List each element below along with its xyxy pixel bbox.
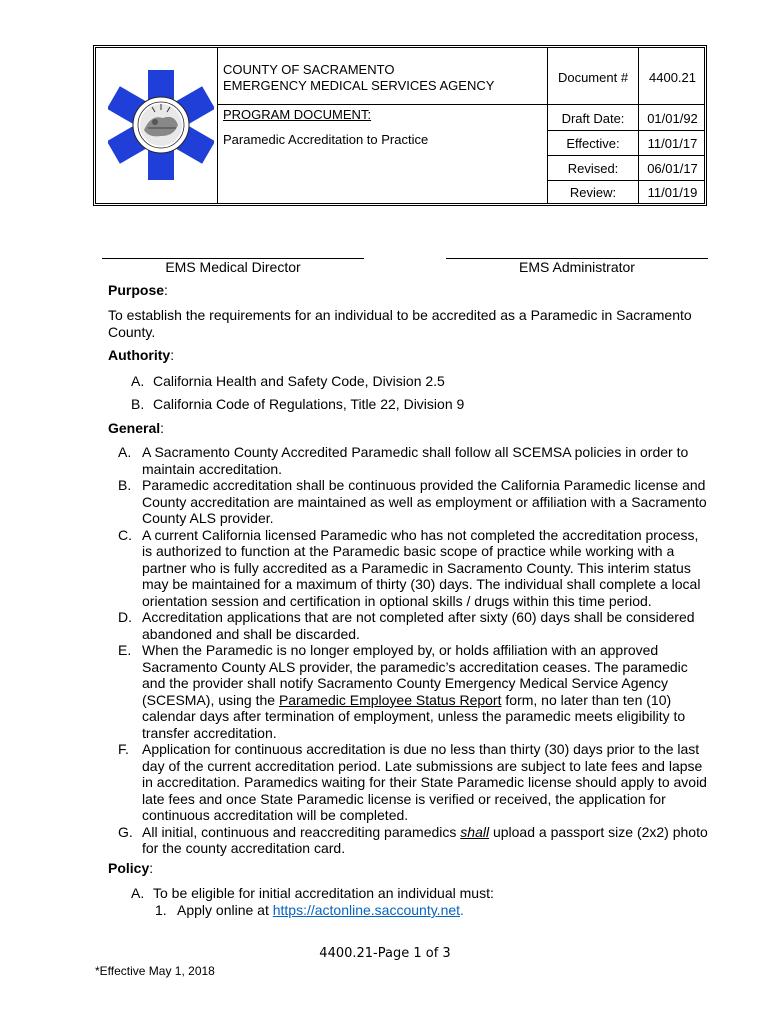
divider-row-2	[547, 155, 705, 156]
page-number: 4400.21-Page 1 of 3	[319, 946, 451, 961]
general-item-label: F.	[118, 741, 129, 757]
purpose-heading-text: Purpose	[108, 282, 165, 298]
policy-sub-item-period: .	[460, 902, 464, 918]
program-label-text: PROGRAM DOCUMENT	[223, 107, 368, 122]
general-item-b	[118, 477, 708, 527]
signature-medical-director: EMS Medical Director	[165, 259, 301, 275]
general-item-e	[118, 642, 708, 741]
policy-heading	[108, 860, 153, 876]
divider-title	[217, 104, 705, 105]
general-item-text: Application for continuous accreditation is due no less than thirty (30) days prior to the last day of the current accreditation period. Late submissions are subject to late fees and lapse in accreditation. Paramedics waiting for their State Paramedic license should apply to avoid late fees and once State Paramedic license is verified or received, the application for continuous accreditation will be completed.	[142, 741, 707, 823]
shall-emphasis: shall	[460, 823, 490, 840]
general-item-f	[118, 741, 708, 824]
general-item-e-text-before: When the Paramedic is no longer employed by, or holds affiliation with an approved Sacramento County ALS provider, the paramedic’s accreditation ceases. The paramedic and the provider shall notify Sacramento County Emergency Medical Service Agency (SCESMA), using the	[142, 642, 688, 708]
star-of-life-seal-logo	[108, 70, 214, 180]
general-item-text: A current California licensed Paramedic who has not completed the accreditation process, is authorized to function at the Paramedic basic scope of practice while working with a partner who is fully accredited as a Paramedic in Sacramento County. This interim status may be maintained for a maximum of thirty (30) days. The individual shall complete a local orientation session and certification in optional skills / drugs within this time period.	[142, 526, 701, 609]
employee-status-report-form-name: Paramedic Employee Status Report	[278, 691, 502, 708]
general-item-text: A Sacramento County Accredited Paramedic shall follow all SCEMSA policies in order to maintain accreditation.	[142, 444, 689, 477]
general-item-g-text-after: upload a passport size (2x2) photo for the county accreditation card.	[142, 823, 708, 856]
revised-value: 06/01/17	[647, 161, 698, 176]
actonline-link[interactable]: https://actonline.saccounty.net	[272, 902, 461, 918]
program-name: Paramedic Accreditation to Practice	[223, 132, 429, 147]
policy-item-text: To be eligible for initial accreditation an individual must:	[153, 885, 494, 901]
policy-item-a	[131, 885, 494, 902]
effective-label: Effective:	[566, 136, 620, 151]
effective-footnote: *Effective May 1, 2018	[95, 964, 215, 978]
general-list	[118, 444, 708, 857]
effective-value: 11/01/17	[647, 136, 698, 151]
purpose-heading	[108, 282, 168, 298]
authority-item-text: California Health and Safety Code, Division 2.5	[153, 373, 445, 389]
purpose-text: To establish the requirements for an individual to be accredited as a Paramedic in Sacramento County.	[108, 307, 692, 340]
policy-sub-item-1	[155, 902, 464, 919]
divider-row-3	[547, 180, 705, 181]
general-item-text	[142, 824, 708, 857]
general-item-label: C.	[118, 526, 132, 543]
authority-item-label: A.	[131, 373, 145, 389]
general-item-label: G.	[118, 823, 133, 840]
general-item-d	[118, 609, 708, 642]
signature-administrator: EMS Administrator	[519, 259, 635, 275]
general-item-a	[118, 444, 708, 477]
draft-date-label: Draft Date:	[561, 111, 625, 126]
general-item-label: A.	[118, 444, 132, 460]
divider-row-1	[547, 130, 705, 131]
document-number-value: 4400.21	[649, 70, 696, 85]
agency-name	[223, 62, 494, 94]
program-document-label	[223, 107, 371, 122]
general-heading-text: General	[108, 420, 161, 436]
divider-logo	[217, 48, 218, 203]
general-item-g-text-before: All initial, continuous and reaccrediting paramedics	[142, 823, 461, 840]
draft-date-value: 01/01/92	[647, 111, 698, 126]
general-item-text	[142, 642, 708, 741]
policy-sub-item-text: Apply online at	[177, 902, 273, 918]
general-item-text: Paramedic accreditation shall be continuous provided the California Paramedic license and County accreditation are maintained as well as employment or affiliation with a Sacramento County ALS provider.	[142, 477, 707, 526]
general-item-c	[118, 527, 708, 610]
policy-sub-item-label: 1.	[155, 902, 167, 918]
general-item-text: Accreditation applications that are not completed after sixty (60) days shall be considered abandoned and shall be discarded.	[142, 609, 695, 642]
general-item-label: B.	[118, 477, 132, 493]
general-item-g	[118, 824, 708, 857]
policy-item-label: A.	[131, 885, 145, 901]
policy-heading-text: Policy	[108, 860, 150, 876]
general-item-label: D.	[118, 609, 132, 625]
general-item-e-text-after: form, no later than ten (10) calendar days after termination of employment, unless the paramedic meets eligibility to transfer accreditation.	[142, 691, 686, 741]
authority-item	[131, 396, 464, 413]
agency-line-2: EMERGENCY MEDICAL SERVICES AGENCY	[223, 78, 495, 93]
purpose-colon: :	[164, 282, 168, 298]
policy-colon: :	[149, 860, 154, 876]
document-number-label: Document #	[557, 70, 629, 85]
general-item-label: E.	[118, 642, 132, 658]
authority-heading-text: Authority	[108, 347, 171, 363]
authority-item	[131, 373, 445, 390]
revised-label: Revised:	[567, 161, 619, 176]
agency-line-1: COUNTY OF SACRAMENTO	[223, 62, 395, 77]
review-value: 11/01/19	[647, 185, 698, 200]
program-label-colon: :	[367, 107, 372, 122]
review-label: Review:	[569, 185, 617, 200]
general-heading	[108, 420, 164, 436]
authority-heading	[108, 347, 174, 363]
general-colon: :	[160, 420, 165, 436]
authority-item-text: California Code of Regulations, Title 22, Division 9	[153, 396, 465, 412]
authority-item-label: B.	[131, 396, 145, 412]
authority-colon: :	[170, 347, 175, 363]
